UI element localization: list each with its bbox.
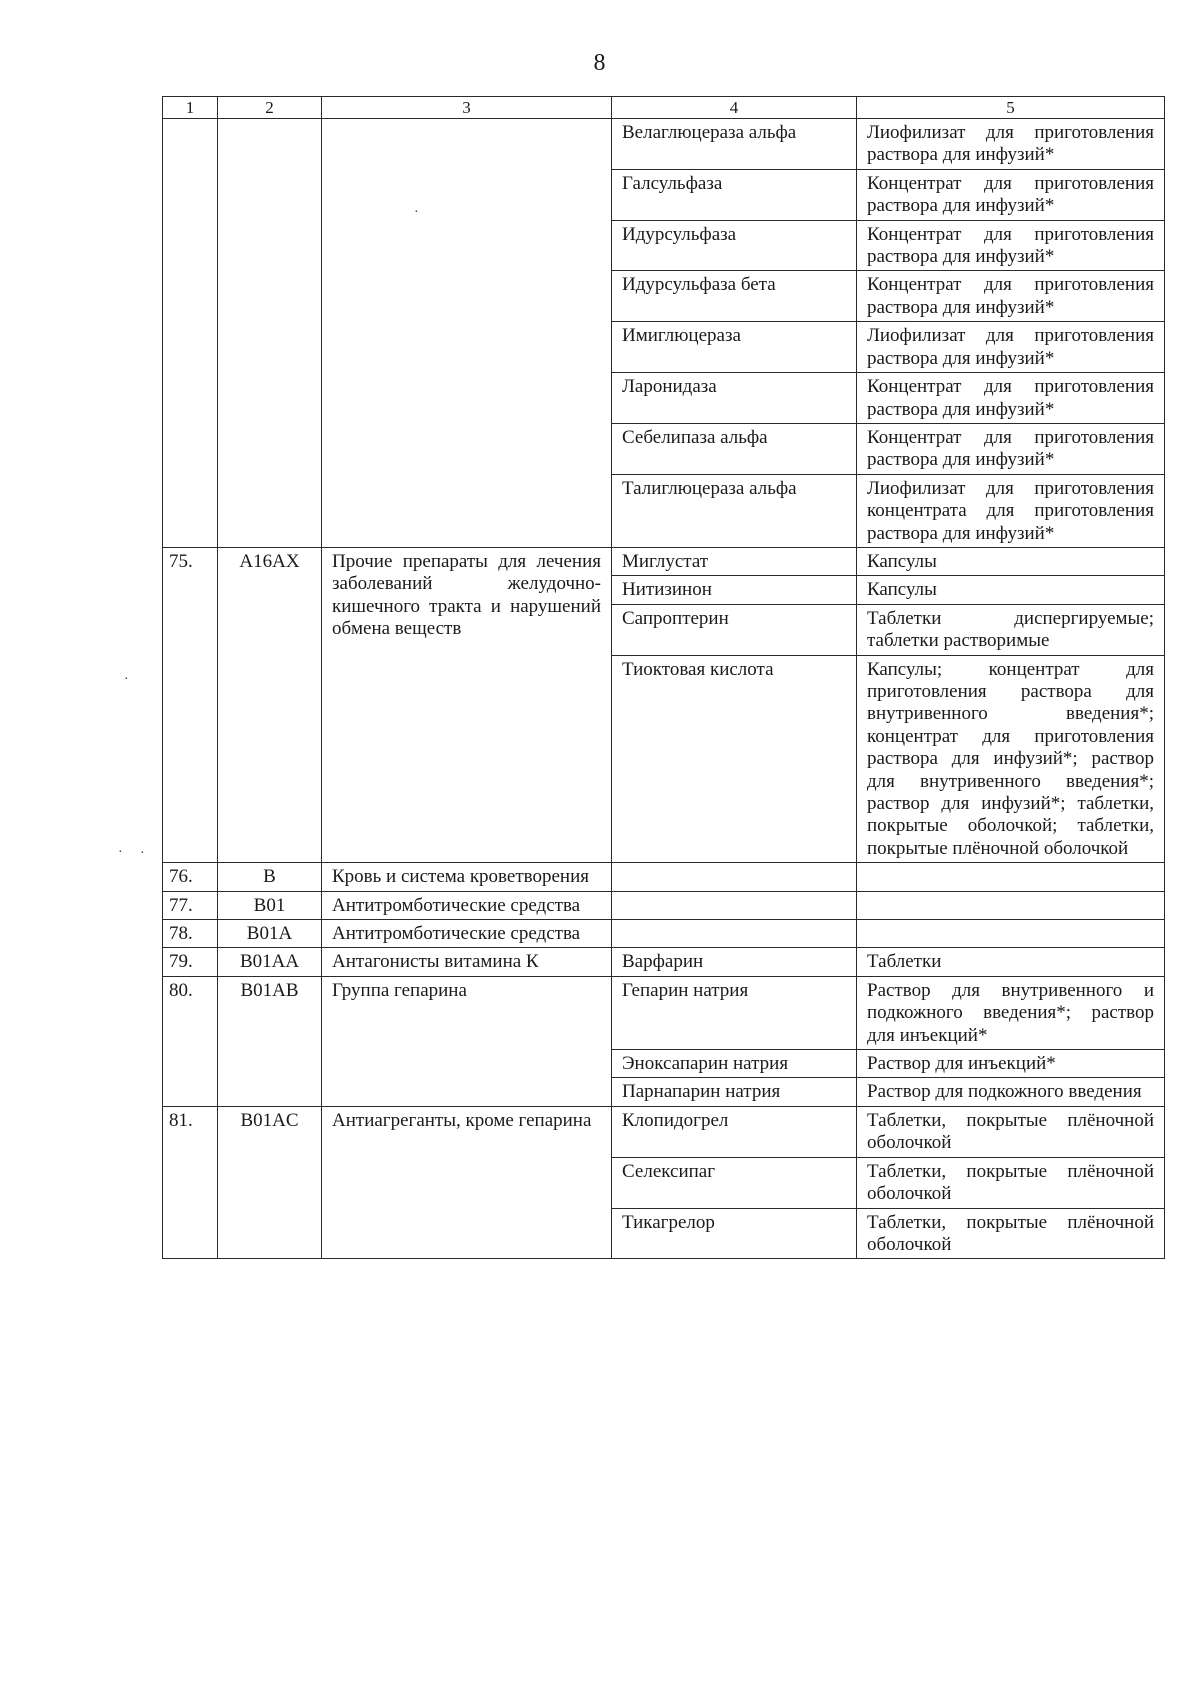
dosage-form: Концентрат для приготовления раствора для инфузий* (857, 373, 1165, 424)
scan-speck: · (414, 205, 419, 220)
dosage-form: Концентрат для приготовления раствора для инфузий* (857, 169, 1165, 220)
drug-name: Нитизинон (612, 576, 857, 604)
scan-speck: · (118, 845, 123, 860)
drug-name: Талиглюцераза альфа (612, 474, 857, 547)
drug-name: Клопидогрел (612, 1106, 857, 1157)
row-number: 77. (163, 891, 218, 919)
drug-name: Себелипаза альфа (612, 423, 857, 474)
drug-name: Имиглюцераза (612, 322, 857, 373)
group-name (322, 119, 612, 548)
dosage-form: Таблетки, покрытые плёночной оболочкой (857, 1208, 1165, 1259)
table-row (163, 976, 1165, 1049)
drug-name: Идурсульфаза (612, 220, 857, 271)
drug-name: Сапроптерин (612, 604, 857, 655)
group-name: Антитромботические средства (322, 920, 612, 948)
drug-name (612, 920, 857, 948)
row-number: 76. (163, 863, 218, 891)
drug-name: Миглустат (612, 547, 857, 575)
drug-name: Эноксапарин натрия (612, 1050, 857, 1078)
drug-name: Парнапарин натрия (612, 1078, 857, 1106)
row-number (163, 119, 218, 548)
drug-name (612, 891, 857, 919)
group-name: Кровь и система кроветворения (322, 863, 612, 891)
group-name: Группа гепарина (322, 976, 612, 1106)
dosage-form: Таблетки (857, 948, 1165, 976)
column-number-row (163, 97, 1165, 119)
table-row (163, 119, 1165, 170)
row-number: 81. (163, 1106, 218, 1258)
dosage-form (857, 863, 1165, 891)
dosage-form (857, 920, 1165, 948)
table-row (163, 920, 1165, 948)
table-row (163, 948, 1165, 976)
column-number: 3 (322, 97, 612, 119)
dosage-form: Лиофилизат для приготовления раствора для инфузий* (857, 119, 1165, 170)
drug-name: Варфарин (612, 948, 857, 976)
group-name: Антагонисты витамина К (322, 948, 612, 976)
dosage-form: Капсулы (857, 547, 1165, 575)
drug-name: Идурсульфаза бета (612, 271, 857, 322)
drug-name: Ларонидаза (612, 373, 857, 424)
column-number: 4 (612, 97, 857, 119)
scan-speck: · (140, 846, 145, 861)
dosage-form: Концентрат для приготовления раствора для инфузий* (857, 271, 1165, 322)
atc-code (218, 119, 322, 548)
group-name: Прочие препараты для лечения заболеваний желудочно-кишечного тракта и нарушений обмена веществ (322, 547, 612, 862)
table-row (163, 891, 1165, 919)
dosage-form: Капсулы; концентрат для приготовления раствора для внутривенного введения*; концентрат для приготовления раствора для инфузий*; раствор для внутривенного введения*; раствор для инфузий*; таблетки, покрытые оболочкой; таблетки, покрытые плёночной оболочкой (857, 655, 1165, 863)
dosage-form: Лиофилизат для приготовления концентрата для приготовления раствора для инфузий* (857, 474, 1165, 547)
atc-code: B01AB (218, 976, 322, 1106)
drug-name: Тиоктовая кислота (612, 655, 857, 863)
row-number: 80. (163, 976, 218, 1106)
drug-name (612, 863, 857, 891)
scan-speck: · (124, 672, 129, 687)
drug-name: Селексипаг (612, 1157, 857, 1208)
drug-name: Гепарин натрия (612, 976, 857, 1049)
row-number: 75. (163, 547, 218, 862)
row-number: 78. (163, 920, 218, 948)
drug-name: Галсульфаза (612, 169, 857, 220)
atc-code: B01 (218, 891, 322, 919)
dosage-form: Концентрат для приготовления раствора для инфузий* (857, 220, 1165, 271)
dosage-form: Капсулы (857, 576, 1165, 604)
atc-code: B01AC (218, 1106, 322, 1258)
row-number: 79. (163, 948, 218, 976)
column-number: 2 (218, 97, 322, 119)
column-number: 5 (857, 97, 1165, 119)
atc-code: B01AA (218, 948, 322, 976)
dosage-form: Раствор для инъекций* (857, 1050, 1165, 1078)
dosage-form: Лиофилизат для приготовления раствора для инфузий* (857, 322, 1165, 373)
drug-name: Велаглюцераза альфа (612, 119, 857, 170)
medicines-table (162, 96, 1165, 1259)
dosage-form: Таблетки, покрытые плёночной оболочкой (857, 1157, 1165, 1208)
dosage-form: Раствор для подкожного введения (857, 1078, 1165, 1106)
dosage-form: Таблетки, покрытые плёночной оболочкой (857, 1106, 1165, 1157)
atc-code: A16AX (218, 547, 322, 862)
drug-name: Тикагрелор (612, 1208, 857, 1259)
group-name: Антиагреганты, кроме гепарина (322, 1106, 612, 1258)
page-number: 8 (593, 50, 607, 76)
table-row (163, 863, 1165, 891)
table-row (163, 547, 1165, 575)
dosage-form (857, 891, 1165, 919)
dosage-form: Таблетки диспергируемые; таблетки растворимые (857, 604, 1165, 655)
dosage-form: Раствор для внутривенного и подкожного введения*; раствор для инъекций* (857, 976, 1165, 1049)
table-row (163, 1106, 1165, 1157)
group-name: Антитромботические средства (322, 891, 612, 919)
atc-code: B (218, 863, 322, 891)
column-number: 1 (163, 97, 218, 119)
dosage-form: Концентрат для приготовления раствора для инфузий* (857, 423, 1165, 474)
atc-code: B01A (218, 920, 322, 948)
